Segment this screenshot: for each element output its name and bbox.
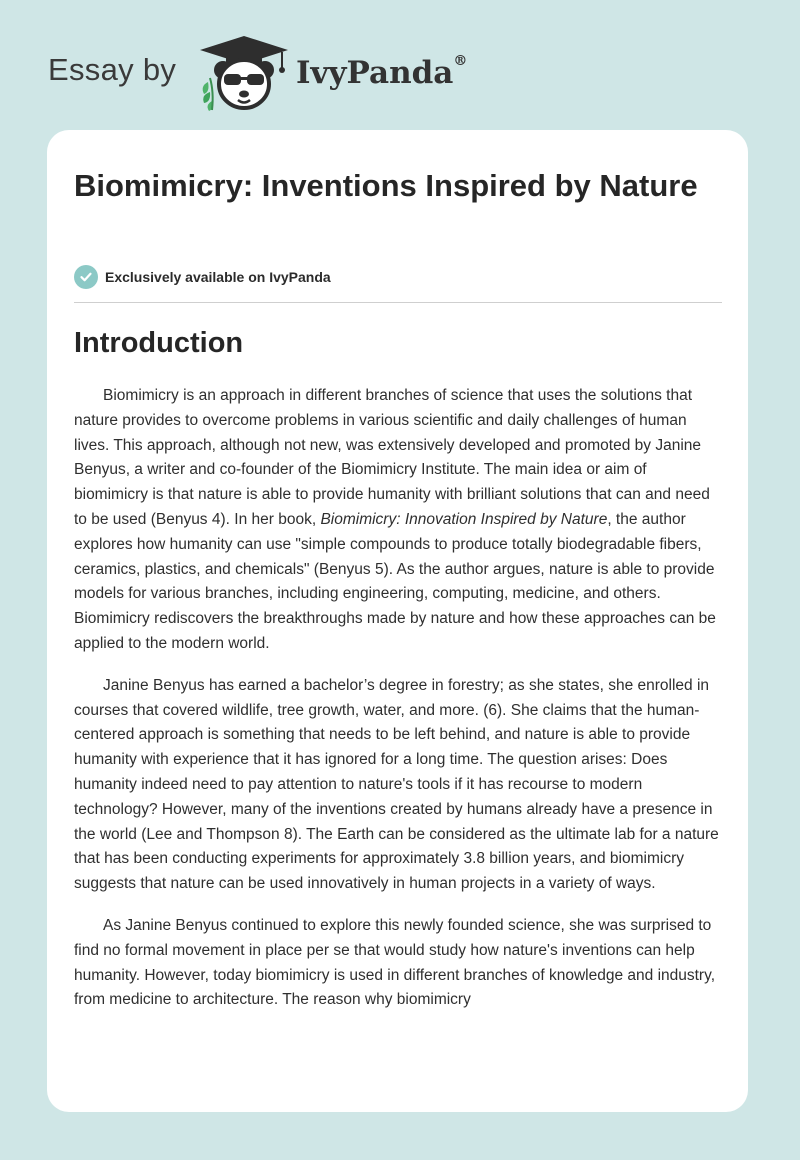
site-header xyxy=(0,0,800,130)
exclusive-badge xyxy=(74,264,331,290)
check-circle-icon xyxy=(74,265,98,289)
section-heading: Introduction xyxy=(74,327,244,359)
book-title: Biomimicry: Innovation Inspired by Nature xyxy=(320,510,608,528)
divider xyxy=(74,302,722,303)
paragraph: Janine Benyus has earned a bachelor’s degree in forestry; as she states, she enrolled in courses that covered wildlife, tree growth, water, and more. (6). She claims that the human-centered approach is something that needs to be left behind, and nature is able to provide humanity with experience that it has ignored for a long time. The question arises: Does humanity indeed need to pay attention to nature's tools if it has recourse to modern technology? However, many of the inventions created by humans already have a presence in the world (Lee and Thompson 8). The Earth can be considered as the ultimate lab for a nature that has been conducting experiments for approximately 3.8 billion years, and biomimicry suggests that nature can be used innovatively in human projects in a variety of ways. xyxy=(74,676,719,893)
paragraph: As Janine Benyus continued to explore this newly founded science, she was surprised to find no formal movement in place per se that would study how nature's inventions can help humanity. However, today biomimicry is used in different branches of knowledge and industry, from medicine to architecture. The reason why biomimicry xyxy=(74,916,715,1009)
paragraph xyxy=(74,384,724,657)
paragraph-text: , the author explores how humanity can use "simple compounds to produce totally biodegradable fibers, ceramics, plastics, and chemicals" (Benyus 5). As the author argues, nature is able to provide models for various branches, including engineering, computing, medicine, and others. Biomimicry rediscovers the breakthroughs made by nature and how these approaches can be applied to the modern world. xyxy=(74,510,716,652)
exclusive-badge-text: Exclusively available on IvyPanda xyxy=(105,269,331,285)
brand-name[interactable] xyxy=(296,55,467,91)
essay-card xyxy=(47,130,748,1112)
panda-graduate-icon[interactable] xyxy=(196,34,292,112)
essay-by-label: Essay by xyxy=(48,52,177,87)
paragraph-text: Biomimicry is an approach in different branches of science that uses the solutions that nature provides to overcome problems in various scientific and daily challenges of human lives. This approach, although not new, was extensively developed and promoted by Janine Benyus, a writer and co-founder of the Biomimicry Institute. The main idea or aim of biomimicry is that nature is able to provide humanity with brilliant solutions that can and need to be used (Benyus 4). In her book, xyxy=(74,387,710,528)
essay-title: Biomimicry: Inventions Inspired by Nature xyxy=(74,168,698,203)
essay-body xyxy=(74,384,724,1030)
brand-text: IvyPanda xyxy=(296,55,454,91)
registered-mark: ® xyxy=(453,53,468,69)
